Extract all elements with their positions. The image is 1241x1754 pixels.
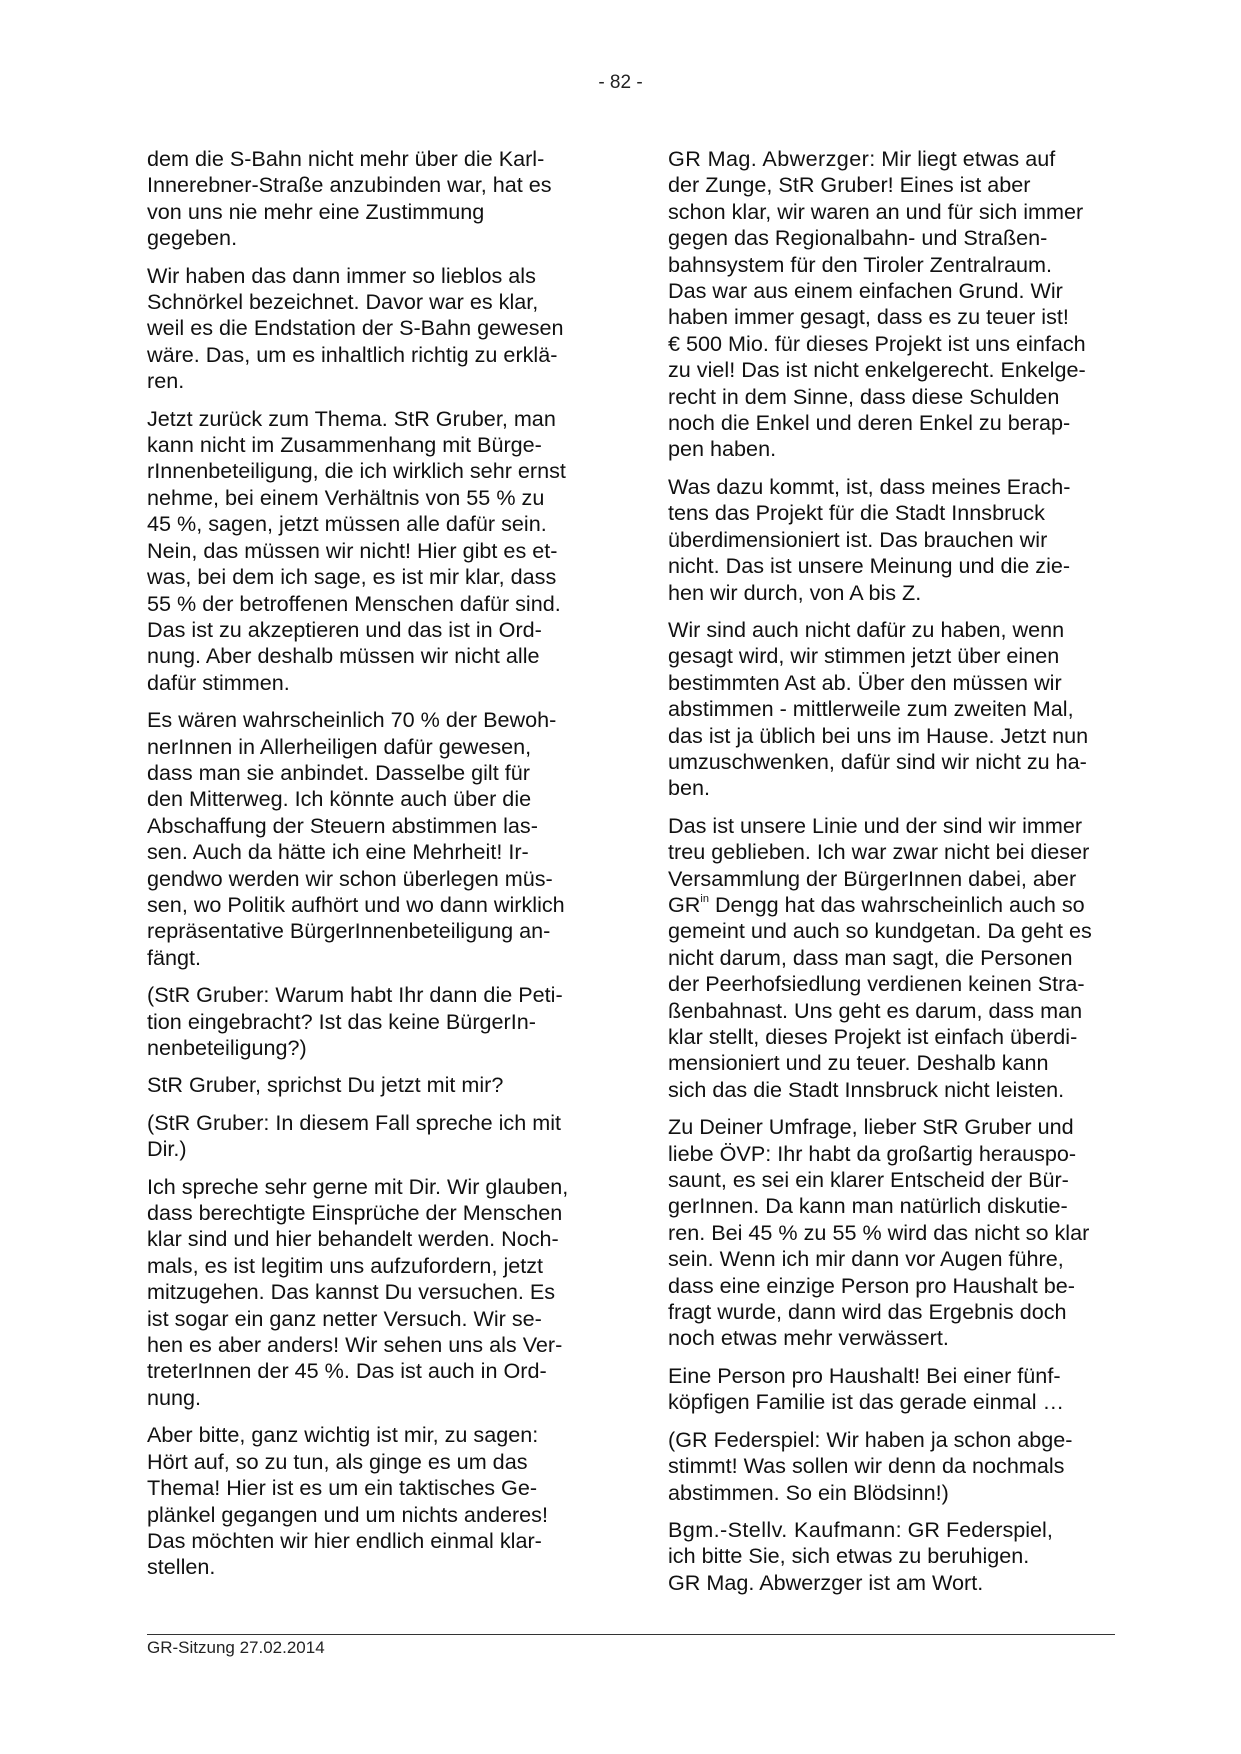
speech-text: : GR Federspiel, ich bitte Sie, sich etwas zu beruhigen. GR Mag. Abwerzger ist am Wort.: [668, 1516, 1053, 1595]
paragraph: Aber bitte, ganz wichtig ist mir, zu sagen: Hört auf, so zu tun, als ginge es um das Thema! Hier ist es um ein taktisches Ge- plänkel gegangen und um nichts anderes! Das möchten wir hier endlich einmal klar- stellen.: [147, 1422, 548, 1580]
speaker-name: Bgm.-Stellv. Kaufmann: [668, 1516, 896, 1542]
speech-paragraph: [668, 1517, 1108, 1596]
paragraph: dem die S-Bahn nicht mehr über die Karl- Innerebner-Straße anzubinden war, hat es von uns nie mehr eine Zustimmung gegeben.: [147, 146, 552, 251]
superscript: in: [700, 892, 709, 905]
paragraph: Zu Deiner Umfrage, lieber StR Gruber und liebe ÖVP: Ihr habt da großartig herauspo- saunt, es sei ein klarer Entscheid der Bür- gerInnen. Da kann man natürlich diskutie- ren. Bei 45 % zu 55 % wird das nicht so klar sein. Wenn ich mir dann vor Augen führe, dass eine einzige Person pro Haushalt be- fragt wurde, dann wird das Ergebnis doch noch etwas mehr verwässert.: [668, 1114, 1090, 1351]
footer-divider: [147, 1634, 1115, 1635]
interjection: (GR Federspiel: Wir haben ja schon abge- stimmt! Was sollen wir denn da nochmals abstimmen. So ein Blödsinn!): [668, 1426, 1073, 1505]
paragraph-text: Das ist unsere Linie und der sind wir immer treu geblieben. Ich war zwar nicht bei dieser Versammlung der BürgerInnen dabei, aber GR: [668, 812, 1090, 917]
paragraph: Was dazu kommt, ist, dass meines Erach- tens das Projekt für die Stadt Innsbruck überdimensioniert ist. Das brauchen wir nicht. Das ist unsere Meinung und die zie- hen wir durch, von A bis Z.: [668, 473, 1071, 605]
speaker-name: GR Mag. Abwerzger: [668, 146, 870, 171]
paragraph: StR Gruber, sprichst Du jetzt mit mir?: [147, 1072, 504, 1098]
paragraph: Ich spreche sehr gerne mit Dir. Wir glauben, dass berechtigte Einsprüche der Menschen klar sind und hier behandelt werden. Noch- mals, es ist legitim uns aufzufordern, jetzt mitzugehen. Das kannst Du versuchen. Es ist sogar ein ganz netter Versuch. Wir se- hen es aber anders! Wir sehen uns als Ver- treterInnen der 45 %. Das ist auch in Ord- nung.: [147, 1173, 569, 1410]
interjection: (StR Gruber: In diesem Fall spreche ich mit Dir.): [147, 1109, 562, 1162]
paragraph-text: Dengg hat das wahrscheinlich auch so gemeint und auch so kundgetan. Da geht es nicht darum, dass man sagt, die Personen der Peerhofsiedlung verdienen keinen Stra- ßenbahnast. Uns geht es darum, dass man klar stellt, dieses Projekt ist einfach überdi- mensioniert und zu teuer. Deshalb kann sich das die Stadt Innsbruck nicht leisten.: [668, 891, 1092, 1102]
paragraph: [668, 813, 1108, 1103]
paragraph: Eine Person pro Haushalt! Bei einer fünf- köpfigen Familie ist das gerade einmal …: [668, 1362, 1065, 1415]
page-number: - 82 -: [598, 72, 643, 93]
paragraph: Wir sind auch nicht dafür zu haben, wenn gesagt wird, wir stimmen jetzt über einen bestimmten Ast ab. Über den müssen wir abstimmen - mittlerweile zum zweiten Mal, das ist ja üblich bei uns im Hause. Jetzt nun umzuschwenken, dafür sind wir nicht zu ha- ben.: [668, 616, 1089, 801]
speech-text: : Mir liegt etwas auf der Zunge, StR Gruber! Eines ist aber schon klar, wir waren an und für sich immer gegen das Regionalbahn- und Straßen- bahnsystem für den Tiroler Zentralraum. Das war aus einem einfachen Grund. Wir haben immer gesagt, dass es zu teuer ist! € 500 Mio. für dieses Projekt ist uns einfach zu viel! Das ist nicht enkelgerecht. Enkelge- recht in dem Sinne, dass diese Schulden noch die Enkel und deren Enkel zu berap- pen haben.: [668, 146, 1086, 462]
paragraph: Es wären wahrscheinlich 70 % der Bewoh- nerInnen in Allerheiligen dafür gewesen, dass man sie anbindet. Dasselbe gilt für den Mitterweg. Ich könnte auch über die Abschaffung der Steuern abstimmen las- sen. Auch da hätte ich eine Mehrheit! Ir- gendwo werden wir schon überlegen müs- sen, wo Politik aufhört und wo dann wirklich repräsentative BürgerInnenbeteiligung an- fängt.: [147, 707, 565, 970]
footer-session-date: GR-Sitzung 27.02.2014: [147, 1638, 325, 1657]
left-column: [147, 146, 587, 1592]
speech-paragraph: [668, 146, 1108, 463]
paragraph: Wir haben das dann immer so lieblos als Schnörkel bezeichnet. Davor war es klar, weil es die Endstation der S-Bahn gewesen wäre. Das, um es inhaltlich richtig zu erklä- ren.: [147, 262, 564, 394]
interjection: (StR Gruber: Warum habt Ihr dann die Peti- tion eingebracht? Ist das keine BürgerIn- nenbeteiligung?): [147, 982, 563, 1060]
paragraph: Jetzt zurück zum Thema. StR Gruber, man kann nicht im Zusammenhang mit Bürge- rInnenbeteiligung, die ich wirklich sehr ernst nehme, bei einem Verhältnis von 55 % zu 45 %, sagen, jetzt müssen alle dafür sein. Nein, das müssen wir nicht! Hier gibt es et- was, bei dem ich sage, es ist mir klar, dass 55 % der betroffenen Menschen dafür sind. Das ist zu akzeptieren und das ist in Ord- nung. Aber deshalb müssen wir nicht alle dafür stimmen.: [147, 405, 566, 695]
right-column: [668, 146, 1108, 1607]
